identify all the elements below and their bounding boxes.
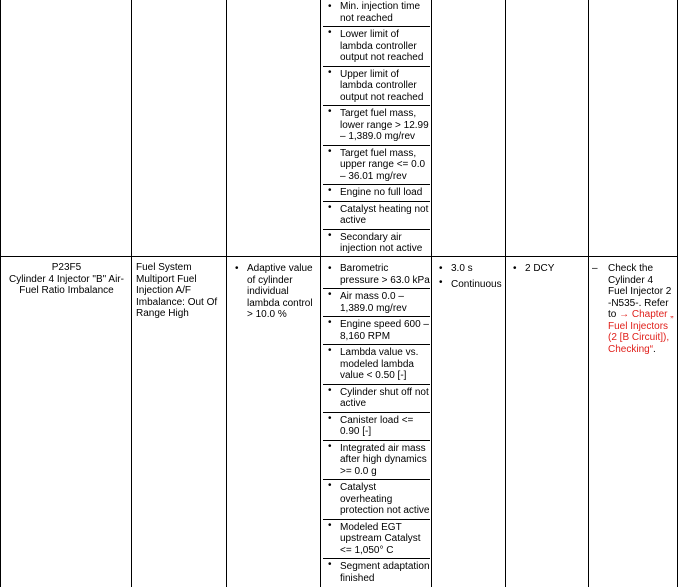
list-item: • Continuous [434,277,504,291]
column-divider [588,0,589,587]
list-item: • Target fuel mass, upper range <= 0.0 – 36.01 mg/rev [323,145,430,183]
mil-list [508,263,587,275]
list-item: • Barometric pressure > 63.0 kPa [323,263,430,286]
list-item: • Air mass 0.0 – 1,389.0 mg/rev [323,288,430,314]
list-item: • 3.0 s [434,263,504,275]
list-item: • Upper limit of lambda controller output not reached [323,66,430,104]
column-divider [226,0,227,587]
list-item: • Modeled EGT upstream Catalyst <= 1,050° C [323,519,430,557]
chapter-link[interactable]: → Chapter „ Fuel Injectors (2 [B Circuit]), Checking“ [608,309,674,355]
time-list [434,263,504,290]
column-divider [131,0,132,587]
dtc-description: Cylinder 4 Injector "B" Air-Fuel Ratio Imbalance [9,273,124,296]
list-item: • Engine no full load [323,184,430,199]
list-item: • Canister load <= 0.90 [-] [323,412,430,438]
column-divider [505,0,506,587]
repair-tail: . [653,343,656,355]
list-item: • Adaptive value of cylinder individual lambda control > 10.0 % [230,263,319,321]
list-item: • Integrated air mass after high dynamics >= 0.0 g [323,440,430,478]
dtc-code: P23F5 [51,262,82,273]
repair-text: Check the Cylinder 4 Fuel Injector 2 -N535-. Refer to [608,263,672,320]
list-item: • Segment adaptation finished [323,558,430,584]
list-item: • Cylinder shut off not active [323,384,430,410]
list-item: • Target fuel mass, lower range > 12.99 – 1,389.0 mg/rev [323,105,430,143]
list-item: • Catalyst heating not active [323,201,430,227]
enable-conditions-list-top [323,1,430,255]
column-divider [320,0,321,587]
list-item: • Lower limit of lambda controller output not reached [323,26,430,64]
repair-dash: – [592,263,598,274]
enable-conditions-list [323,263,430,584]
list-item: • 2 DCY [508,263,587,275]
row-divider [0,256,678,257]
repair-cell [608,263,674,355]
list-item: • Lambda value vs. modeled lambda value < 0.50 [-] [323,344,430,382]
table-border-left [0,0,1,587]
list-item: • Catalyst overheating protection not active [323,479,430,517]
error-type-text: Fuel System Multiport Fuel Injection A/F Imbalance: Out Of Range High [136,262,218,319]
list-item: • Min. injection time not reached [323,1,430,24]
fault-criteria-list [230,263,319,321]
dtc-cell [4,262,129,297]
column-divider [431,0,432,587]
list-item: • Engine speed 600 – 8,160 RPM [323,316,430,342]
list-item: • Secondary air injection not active [323,229,430,255]
error-type-cell [136,262,224,320]
